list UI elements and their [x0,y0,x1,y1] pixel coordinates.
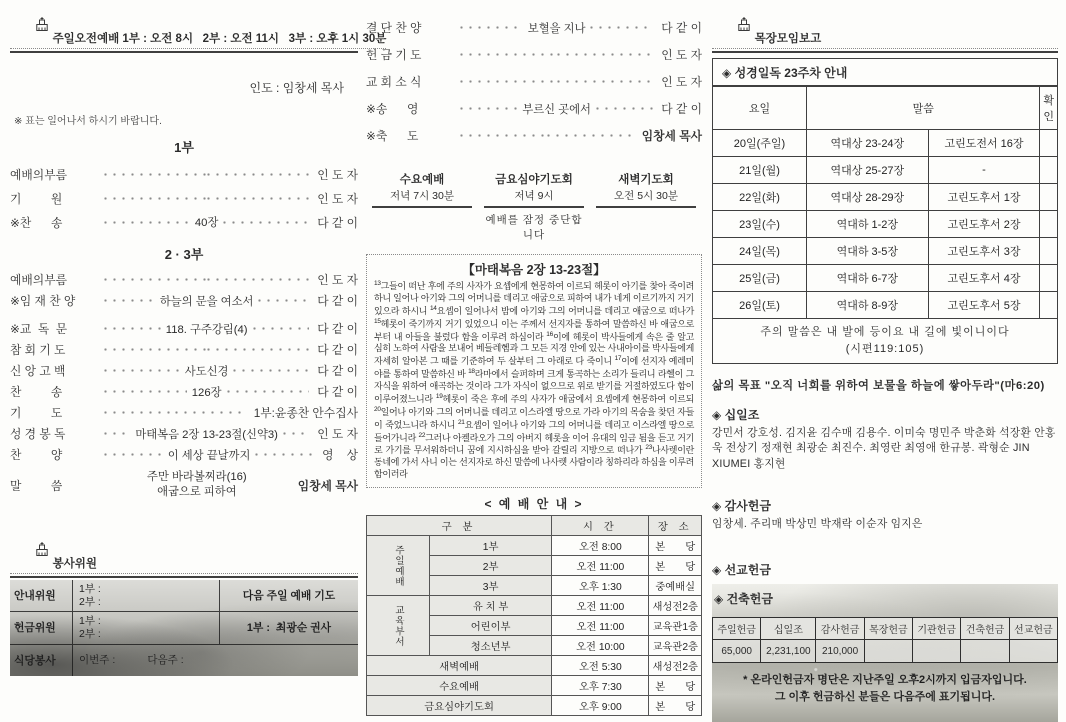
program-row [366,122,702,149]
volunteer-role: 헌금위원 [14,622,56,635]
col-header-place: 장 소 [649,516,702,536]
program-item-right: 인 도 자 [317,167,358,182]
offering-table [712,617,1058,663]
program-row [10,318,358,339]
slot-1: 1부 : [79,614,101,627]
cell: 고린도후서 3장 [928,238,1040,265]
program-item-right: 다 같 이 [317,294,358,308]
cell: 23일(수) [713,211,807,238]
program-item-right: 다 같 이 [317,215,358,230]
verse-ref: (시편119:105) [845,342,925,355]
dotted-leader [460,53,653,56]
table-row [10,645,358,676]
volunteer-role: 안내위원 [14,590,56,603]
cell: 새벽예배 [367,656,552,676]
dotted-leader [104,173,309,176]
cell: 오전 5:30 [552,656,649,676]
weekly-services [366,171,702,242]
table-row [713,640,1058,663]
bible-reading-title: ◈ 성경일독 23주차 안내 [713,59,1057,86]
middle-column [366,0,702,716]
program-item-right: 영 상 [322,448,358,462]
bible-reading-table [713,86,1057,319]
program-item-label: 참 회 기 도 [10,343,66,357]
program-item-label: 찬 송 [10,385,63,399]
service-guide-table [366,515,702,716]
cell: 수요예배 [367,676,552,696]
cell: 교육관1층 [649,616,702,636]
program-item-right: 다 같 이 [317,343,358,357]
cell-report-label: 목장모임보고 [754,33,822,45]
table-row [367,596,702,616]
note-line1: * 온라인헌금자 명단은 지난주일 오후2시까지 입금자입니다. [743,674,1027,687]
col-header: 주일헌금 [713,618,761,640]
program-item-label: 성 경 봉 독 [10,427,66,441]
program-item-right: 다 같 이 [661,21,702,35]
cell: 본 당 [649,556,702,576]
program-item-label: 기 원 [10,191,63,206]
cell: 역대상 23-24장 [807,130,929,157]
cell: 오전 11:00 [552,596,649,616]
program-item-label: ※찬 송 [10,215,63,230]
col-header-time: 시 간 [552,516,649,536]
service-time: 저녁 7시 30분 [390,190,454,202]
program-row [366,68,702,95]
program-continued [366,14,702,149]
col-header: 감사헌금 [816,618,864,640]
program-item-right: 인 도 자 [661,48,702,62]
cell: 26일(토) [713,292,807,319]
table-row [713,130,1057,157]
sermon-label: 말 씀 [10,478,63,493]
program-row [10,444,358,465]
program-item-label: ※축 도 [366,129,419,143]
table-row [10,580,358,612]
stand-note: ※ 표는 일어나서 하시기 바랍니다. [14,116,162,127]
mission-offering-title: ◈ 선교헌금 [712,563,771,578]
cell: 교육관2층 [649,636,702,656]
right-column [712,0,1058,722]
dotted-leader [104,426,309,442]
cell: 역대상 25-27장 [807,157,929,184]
cell: 20일(주일) [713,130,807,157]
col-header: 건축헌금 [961,618,1009,640]
service-block [590,171,702,242]
cell [1040,238,1057,265]
service-time: 저녁 9시 [514,190,554,202]
cell: 금요심야기도회 [367,696,552,716]
part1-title: 1부 [174,140,194,155]
program-row [10,210,358,234]
verse-line: 주의 말씀은 내 발에 등이요 내 길에 빛이니이다 [760,326,1010,338]
week-slots: 이번주 : 다음주 : [79,653,184,666]
cell: 역대하 6-7장 [807,265,929,292]
suspend-note: 예배를 잠정 중단합니다 [485,214,583,241]
cell: 새성전2층 [649,596,702,616]
table-row [713,157,1057,184]
program-row [366,14,702,41]
program-item-center: 40장 [194,217,219,229]
program-item-right: 다 같 이 [661,102,702,116]
amount-cell: 2,231,100 [761,640,816,663]
program-item-label: 찬 양 [10,448,63,462]
part23-title: 2 · 3부 [164,247,204,262]
program-item-right: 인 도 자 [317,427,358,441]
amount-cell [913,640,961,663]
cell: 본 당 [649,536,702,556]
table-row [10,612,358,644]
sermon-title-line1: 주만 바라볼찌라(16) [147,470,247,483]
cell: 어린이부 [430,616,552,636]
service-time: 오전 5시 30분 [614,190,678,202]
service-guide-title: < 예 배 안 내 > [484,497,584,511]
group-sunday-service: 주일예배 [367,536,430,596]
cell: 오전 10:00 [552,636,649,656]
dotted-leader [104,214,309,230]
volunteer-slots [72,645,358,676]
cell: 고린도전서 16장 [928,130,1040,157]
cell: 역대하 3-5장 [807,238,929,265]
cell: - [928,157,1040,184]
next-week-prayer-person: 1부 : 최광순 권사 [219,612,358,643]
dotted-leader [104,384,309,400]
program-item-right: 인 도 자 [661,75,702,89]
program-item-center: 126장 [191,386,222,399]
program-item-label: ※임 재 찬 양 [10,294,76,308]
dotted-leader [460,101,653,117]
building-offering-title: ◈ 건축헌금 [714,592,773,607]
cell [1040,184,1057,211]
cell: 고린도후서 1장 [928,184,1040,211]
thanks-offering-title: ◈ 감사헌금 [712,498,771,513]
dotted-leader [104,447,314,463]
program-row [10,360,358,381]
bible-reading-footer [713,319,1057,363]
dotted-leader [460,80,653,83]
program-item-center: 이 세상 끝날까지 [167,449,251,462]
dotted-leader [104,278,309,281]
dotted-leader [104,348,309,351]
scripture-box [366,254,702,488]
col-header-day: 요일 [713,87,807,130]
amount-cell: 65,000 [713,640,761,663]
program-item-label: 헌 금 기 도 [366,48,422,62]
program-item-center: 사도신경 [184,365,229,378]
table-row [367,656,702,676]
cell: 25일(금) [713,265,807,292]
cell [1040,265,1057,292]
note-line2: 그 이후 헌금하신 분들은 다음주에 표기됩니다. [774,690,996,703]
program-item-right: 인 도 자 [317,273,358,287]
table-row [713,211,1057,238]
volunteers-table [10,580,358,676]
program-row [366,41,702,68]
program-item-label: 결 단 찬 양 [366,21,422,35]
service-name: 금요심야기도회 [495,174,573,186]
program-item-right: 임창세 목사 [641,129,702,143]
cell [1040,211,1057,238]
service-block [478,171,590,242]
program-row [366,95,702,122]
cell: 21일(월) [713,157,807,184]
volunteers-photo [10,580,358,676]
cell: 새성전2층 [649,656,702,676]
service-leader: 인도 : 임창세 목사 [249,81,344,95]
cell: 고린도후서 5장 [928,292,1040,319]
next-week-prayer-title: 다음 주일 예배 기도 [219,580,358,611]
table-row [713,265,1057,292]
tithe-names: 강민서 강호성. 김지윤 김수매 김용수. 이미숙 명민주 박춘화 석장환 안홍욱 전상기 정재현 최광순 최진수. 최영란 최영애 한규봉. 곽형순 JIN XIUMEI 홍지현 [712,427,1056,470]
cell: 본 당 [649,676,702,696]
cell: 오전 11:00 [552,556,649,576]
slot-1: 1부 : [79,582,101,595]
amount-cell [864,640,912,663]
program-item-center: 부르신 곳에서 [522,103,591,116]
table-row [367,536,702,556]
table-row [713,184,1057,211]
life-goal: 삶의 목표 "오직 너희를 위하여 보물을 하늘에 쌓아두라"(마6:20) [712,380,1045,392]
col-header-category: 구 분 [367,516,552,536]
cell: 오전 11:00 [552,616,649,636]
cell: 고린도후서 4장 [928,265,1040,292]
dotted-leader [460,20,653,36]
table-row [713,292,1057,319]
program-item-center: 하늘의 문을 여소서 [159,295,254,308]
table-row [367,676,702,696]
cell: 오후 9:00 [552,696,649,716]
part1-program [10,162,358,234]
cell: 중예배실 [649,576,702,596]
cell: 역대하 1-2장 [807,211,929,238]
program-item-right: 다 같 이 [317,385,358,399]
program-row [10,381,358,402]
program-row [10,162,358,186]
left-column [10,0,387,676]
group-education-dept: 교육부서 [367,596,430,656]
online-offering-note [712,672,1058,705]
cell: 역대하 8-9장 [807,292,929,319]
dotted-leader [104,363,309,379]
cell: 3부 [430,576,552,596]
program-item-center: 보혈을 지나 [527,22,586,35]
cell-report-header [712,0,1058,53]
col-header-check: 확인 [1040,87,1057,130]
program-item-right: 인 도 자 [317,191,358,206]
scripture-body: $^{13}$그들이 떠난 후에 주의 사자가 요셉에게 현몽하여 이르되 헤롯이 아기를 찾아 죽이려 하니 일어나 아기와 그의 어머니를 데리고 애굽으로 피하여 내가 네게 이르기까지 거기 있으라 하시니 $^{14}$요셉이 일어나서 밤에 아기와 그의 어머니를 데리고 애굽으로 떠나가 $^{15}$헤롯이 죽기까지 거기 있었으니 이는 주께서 선지자를 통하여 말씀하신 바 애굽으로부터 내 아들을 불렀다 함을 이루려 하심이라 $^{16}$이에 헤롯이 박사들에게 속은 줄 알고 심히 노하여 사람을 보내어 베들레헴과 그 모든 지경 안에 있는 사내아이를 박사들에게 자세히 알아본 그 때를 기준하여 두 살부터 그 아래로 다 죽이니 $^{17}$이에 선지자 예레미야를 통하여 말씀하신 바 $^{18}$라마에서 슬퍼하며 크게 통곡하는 소리가 들리니 라헬이 그 자식을 위하여 애곡하는 것이라 그가 자식이 없으므로 위로 받기를 거절하였도다 함이 이루어졌느니라 $^{19}$헤롯이 죽은 후에 주의 사자가 애굽에서 요셉에게 현몽하여 이르되 $^{20}$일어나 아기와 그의 어머니를 데리고 이스라엘 땅으로 가라 아기의 목숨을 찾던 자들이 죽었느니라 하시니 $^{21}$요셉이 일어나 아기와 그의 어머니를 데리고 이스라엘 땅으로 들어가니라 $^{22}$그러나 아켈라오가 그의 아버지 헤롯을 이어 유대의 임금 됨을 듣고 거기로 가기를 무서워하더니 꿈에 지시하심을 받아 갈릴리 지방으로 떠나가 $^{23}$나사렛이란 동네에 가서 사니 이는 선지자로 하신 말씀에 나사렛 사람이라 칭하리라 하심을 이루려 함이러라 [374,280,695,480]
table-row [713,238,1057,265]
volunteer-slots [72,612,219,643]
col-header: 선교헌금 [1009,618,1057,640]
service-name: 수요예배 [399,174,445,186]
program-row [10,269,358,290]
program-item-label: ※송 영 [366,102,419,116]
thanks-offering-names: 임창세. 주리매 박상민 박재락 이순자 임지은 [712,517,923,530]
program-item-label: ※교 독 문 [10,322,68,336]
scripture-title: 【마태복음 2장 13-23절】 [462,263,606,277]
volunteer-slots [72,580,219,611]
sermon-preacher: 임창세 목사 [297,478,358,493]
volunteer-role: 식당봉사 [14,654,56,667]
col-header: 십일조 [761,618,816,640]
cell: 2부 [430,556,552,576]
amount-cell [961,640,1009,663]
table-header-row [713,618,1058,640]
col-header-word: 말씀 [807,87,1040,130]
tithe-title: ◈ 십일조 [712,408,760,422]
program-item-label: 교 회 소 식 [366,75,422,89]
table-header-row [367,516,702,536]
cell: 역대상 28-29장 [807,184,929,211]
cell: 1부 [430,536,552,556]
volunteers-header [10,525,358,578]
col-header: 기관헌금 [913,618,961,640]
cell: 오후 7:30 [552,676,649,696]
cell: 24일(목) [713,238,807,265]
cell: 오후 1:30 [552,576,649,596]
cell: 22일(화) [713,184,807,211]
slot-2: 2부 : [79,595,101,608]
sunday-service-times: 주일오전예배 1부 : 오전 8시 2부 : 오전 11시 3부 : 오후 1시 30분 [52,33,387,45]
church-icon [10,530,48,571]
dotted-leader [104,411,246,414]
slot-2: 2부 : [79,627,101,640]
program-item-label: 기 도 [10,406,63,420]
program-item-right: 다 같 이 [317,322,358,336]
sermon-titles [96,470,298,501]
program-item-label: 신 앙 고 백 [10,364,66,378]
program-row [10,186,358,210]
cell: 본 당 [649,696,702,716]
program-row [10,339,358,360]
sermon-title-line2: 애굽으로 피하여 [157,486,237,498]
dotted-leader [460,134,634,137]
program-item-label: 예배의부름 [10,273,67,287]
church-icon [712,5,750,46]
program-item-right: 다 같 이 [317,364,358,378]
service-block [366,171,478,242]
dotted-leader [104,197,309,200]
col-header: 목장헌금 [864,618,912,640]
program-row [10,402,358,423]
program-row [10,290,358,311]
amount-cell [1009,640,1057,663]
offering-photo [712,584,1058,722]
cell [1040,157,1057,184]
cell: 유 치 부 [430,596,552,616]
cell: 고린도후서 2장 [928,211,1040,238]
program-item-center: 마태복음 2장 13-23절(신약3) [135,428,278,441]
program-item-right: 1부:윤종찬 안수집사 [253,406,358,420]
cell: 오전 8:00 [552,536,649,556]
sermon-row [10,467,358,503]
sunday-service-header [10,0,387,53]
cell [1040,292,1057,319]
program-item-label: 예배의부름 [10,167,67,182]
part23-program [10,269,358,503]
church-icon [10,5,48,46]
bible-reading-box [712,58,1058,364]
volunteers-header-label: 봉사위원 [52,558,97,570]
service-name: 새벽기도회 [618,174,674,186]
amount-cell: 210,000 [816,640,864,663]
cell: 청소년부 [430,636,552,656]
table-row [367,696,702,716]
program-item-center: 118. 구주강림(4) [165,323,248,336]
program-row [10,423,358,444]
table-header-row [713,87,1057,130]
cell [1040,130,1057,157]
dotted-leader [104,321,309,337]
dotted-leader [104,293,309,309]
